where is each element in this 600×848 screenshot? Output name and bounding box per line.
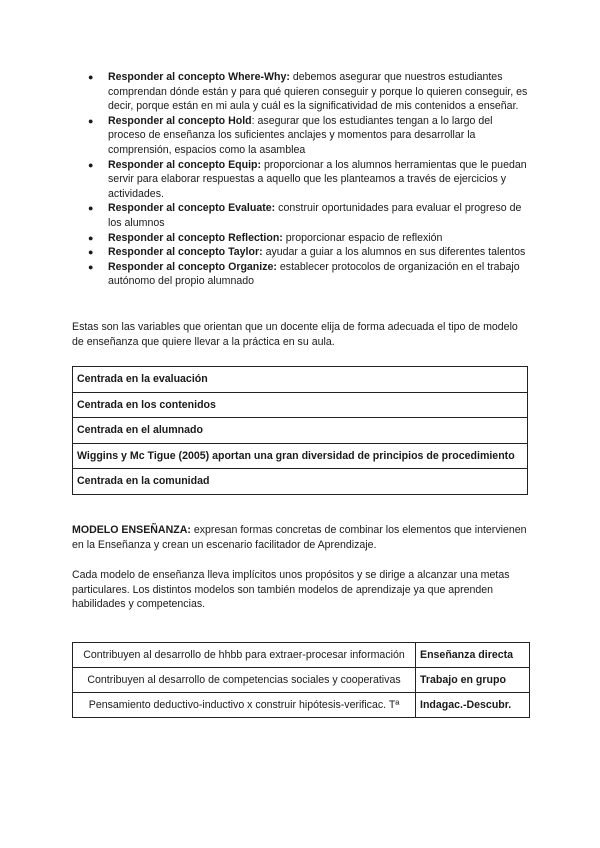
model-name: Indagac.-Descubr. [416, 693, 530, 718]
list-item [72, 231, 532, 246]
bullet-text: ayudar a guiar a los alumnos en sus diferentes talentos [262, 246, 526, 259]
table-row [73, 367, 528, 393]
table-row [73, 668, 530, 693]
table-cell: Centrada en la evaluación [73, 367, 528, 393]
bullet-dot-icon: ● [88, 72, 94, 82]
list-item [72, 70, 532, 114]
list-item [72, 201, 532, 230]
table-row [73, 418, 528, 444]
list-item [72, 260, 532, 289]
bullet-dot-icon: ● [88, 261, 94, 272]
intro-paragraph: Estas son las variables que orientan que un docente elija de forma adecuada el tipo de modelo de enseñanza que quiere llevar a la práctica en su aula. [72, 321, 518, 348]
table-cell: Centrada en los contenidos [73, 392, 528, 418]
bullet-label: Responder al concepto Evaluate: [108, 202, 276, 215]
table-row [73, 643, 530, 668]
table-row [73, 469, 528, 495]
bullet-text: debemos asegurar que nuestros estudiantes comprendan dónde están y para qué quieren conseguir y porque lo quieren conseguir, es decir, porque están en mi aula y cuál es la significatividad de mis contenidos a enseñar. [108, 71, 528, 113]
bullet-label: Responder al concepto Reflection: [108, 231, 283, 244]
bullet-text: construir oportunidades para evaluar el progreso de los alumnos [108, 202, 522, 229]
list-item [72, 158, 532, 202]
bullet-dot-icon: ● [88, 232, 94, 243]
bullet-dot-icon: ● [88, 159, 94, 170]
bullet-dot-icon: ● [88, 247, 94, 258]
bullet-label: Responder al concepto Hold [108, 114, 252, 127]
modelo-label: MODELO ENSEÑANZA: [72, 524, 191, 536]
table-cell: Centrada en la comunidad [73, 469, 528, 495]
table-row [73, 443, 528, 469]
bullet-label: Responder al concepto Organize: [108, 260, 277, 273]
table-row [73, 392, 528, 418]
table-cell: Wiggins y Mc Tigue (2005) aportan una gran diversidad de principios de procedimiento [73, 443, 528, 469]
list-item [72, 114, 532, 158]
bullet-text: proporcionar espacio de reflexión [282, 231, 443, 244]
concept-bullet-list [72, 70, 532, 289]
bullet-text: establecer protocolos de organización en el trabajo autónomo del propio alumnado [108, 260, 520, 288]
bullet-dot-icon: ● [88, 203, 94, 214]
modelo-paragraph [72, 523, 532, 552]
cada-modelo-paragraph: Cada modelo de enseñanza lleva implícitos unos propósitos y se dirige a alcanzar una metas particulares. Los distintos modelos son también modelos de aprendizaje ya que aprenden habilidades y competencias. [72, 569, 510, 611]
modelos-table [72, 642, 530, 718]
model-name: Trabajo en grupo [416, 668, 530, 693]
bullet-label: Responder al concepto Where-Why: [108, 71, 290, 83]
model-description: Pensamiento deductivo-inductivo x construir hipótesis-verificac. Tª [73, 693, 416, 718]
model-description: Contribuyen al desarrollo de competencias sociales y cooperativas [73, 668, 416, 693]
bullet-text: proporcionar a los alumnos herramientas que le puedan servir para elaborar respuestas a aquello que les planteamos a través de ejercicios y actividades. [108, 158, 527, 200]
centrada-table [72, 366, 528, 495]
bullet-label: Responder al concepto Taylor: [108, 246, 263, 259]
bullet-dot-icon: ● [88, 115, 94, 126]
list-item [72, 245, 532, 260]
bullet-label: Responder al concepto Equip: [108, 158, 262, 171]
bullet-text: : asegurar que los estudiantes tengan a lo largo del proceso de enseñanza los suficientes anclajes y momentos para desarrollar la comprensión, espacios como la asamblea [108, 114, 493, 156]
model-description: Contribuyen al desarrollo de hhbb para extraer-procesar información [73, 643, 416, 668]
table-row [73, 693, 530, 718]
modelo-text: expresan formas concretas de combinar los elementos que intervienen en la Enseñanza y crean un escenario facilitador de Aprendizaje. [72, 524, 527, 551]
table-cell: Centrada en el alumnado [73, 418, 528, 444]
model-name: Enseñanza directa [416, 643, 530, 668]
